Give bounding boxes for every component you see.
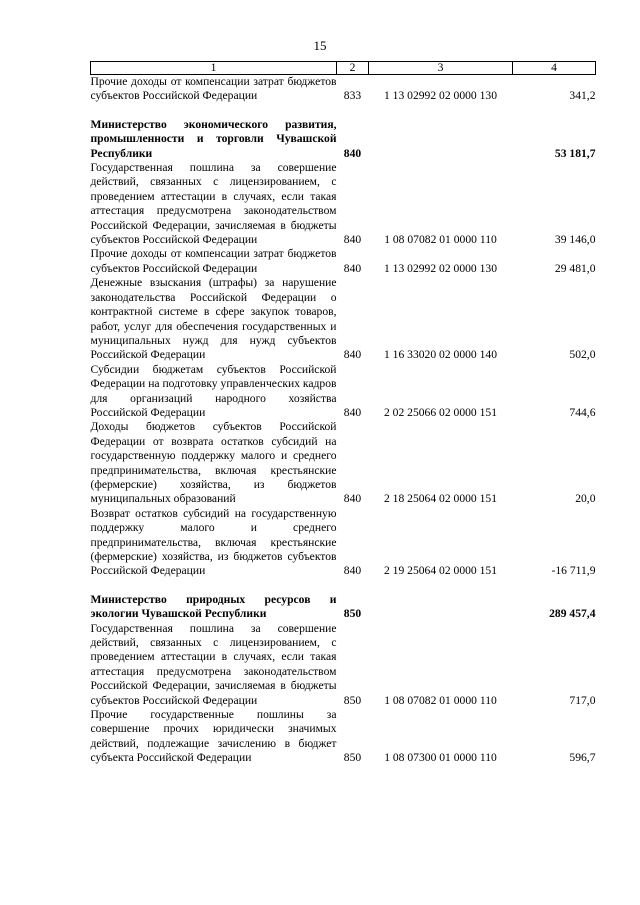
row-admin-code: 840 <box>343 405 362 419</box>
header-col-kbk: 3 <box>369 62 513 75</box>
spacer-row <box>91 579 596 593</box>
row-name: Возврат остатков субсидий на государственную поддержку малого и среднего предпринимательства, включая крестьянские (фермерские) хозяйства, из бюджетов субъектов Российской Федерации <box>90 506 337 578</box>
row-budget-code: 2 18 25064 02 0000 151 <box>383 492 498 506</box>
row-admin-code: 833 <box>343 89 362 103</box>
row-admin-code: 850 <box>343 751 362 765</box>
revenue-table <box>90 61 596 766</box>
row-budget-code: 2 02 25066 02 0000 151 <box>383 405 498 419</box>
table-row <box>91 708 596 766</box>
row-amount: 53 181,7 <box>554 146 596 160</box>
row-admin-code: 850 <box>343 607 362 621</box>
table-row <box>91 622 596 708</box>
row-budget-code <box>369 118 513 161</box>
row-amount: 717,0 <box>569 693 596 707</box>
header-col-code: 2 <box>337 62 369 75</box>
row-amount: 39 146,0 <box>554 233 596 247</box>
spacer-cell <box>91 579 596 593</box>
row-amount: 596,7 <box>569 751 596 765</box>
table-body <box>91 75 596 766</box>
row-name: Государственная пошлина за совершение действий, связанных с лицензированием, с проведением аттестации в случаях, если такая аттестация предусмотрена законодательством Российской Федерации, зачисляемая в бюджеты субъектов Российской Федерации <box>90 621 337 707</box>
row-amount: -16 711,9 <box>551 564 596 578</box>
row-admin-code: 840 <box>343 492 362 506</box>
table-header-row <box>91 62 596 75</box>
row-amount: 20,0 <box>575 492 596 506</box>
ministry-row <box>91 118 596 161</box>
row-amount: 744,6 <box>569 405 596 419</box>
row-budget-code: 1 08 07082 01 0000 110 <box>384 233 497 247</box>
table-row <box>91 75 596 104</box>
table-row <box>91 161 596 247</box>
row-budget-code: 2 19 25064 02 0000 151 <box>383 564 498 578</box>
row-amount: 341,2 <box>569 89 596 103</box>
row-name: Министерство экономического развития, промышленности и торговли Чувашской Республики <box>90 117 337 160</box>
row-budget-code: 1 16 33020 02 0000 140 <box>383 348 498 362</box>
table-row <box>91 507 596 579</box>
header-col-amount: 4 <box>513 62 596 75</box>
ministry-row <box>91 593 596 622</box>
table-row <box>91 276 596 362</box>
table-row <box>91 420 596 506</box>
row-amount: 502,0 <box>569 348 596 362</box>
row-name: Субсидии бюджетам субъектов Российской Федерации на подготовку управленческих кадров для организаций народного хозяйства Российской Федерации <box>90 362 337 419</box>
row-name: Министерство природных ресурсов и экологии Чувашской Республики <box>90 592 337 621</box>
spacer-cell <box>91 104 596 118</box>
row-amount: 289 457,4 <box>549 607 596 621</box>
row-budget-code: 1 13 02992 02 0000 130 <box>383 89 498 103</box>
row-amount: 29 481,0 <box>554 261 596 275</box>
row-budget-code: 1 08 07082 01 0000 110 <box>384 693 497 707</box>
row-budget-code: 1 13 02992 02 0000 130 <box>383 261 498 275</box>
row-admin-code: 840 <box>343 348 362 362</box>
table-row <box>91 247 596 276</box>
header-col-name: 1 <box>91 62 337 75</box>
row-admin-code: 840 <box>343 146 362 160</box>
row-budget-code <box>369 593 513 622</box>
row-admin-code: 840 <box>343 261 362 275</box>
row-name: Денежные взыскания (штрафы) за нарушение законодательства Российской Федерации о контрактной системе в сфере закупок товаров, работ, услуг для обеспечения государственных и муниципальных нужд для нужд субъектов Российской Федерации <box>90 276 337 362</box>
row-name: Государственная пошлина за совершение действий, связанных с лицензированием, с проведением аттестации в случаях, если такая аттестация предусмотрена законодательством Российской Федерации, зачисляемая в бюджеты субъектов Российской Федерации <box>90 161 337 247</box>
row-budget-code: 1 08 07300 01 0000 110 <box>384 751 497 765</box>
page-number: 15 <box>313 38 327 53</box>
spacer-row <box>91 104 596 118</box>
row-name: Доходы бюджетов субъектов Российской Федерации от возврата остатков субсидий на государственную поддержку малого и среднего предпринимательства, включая крестьянские (фермерские) хозяйства, из бюджетов муниципальных образований <box>90 420 337 506</box>
row-admin-code: 840 <box>343 564 362 578</box>
table-row <box>91 363 596 421</box>
row-name: Прочие доходы от компенсации затрат бюджетов субъектов Российской Федерации <box>90 247 337 275</box>
row-name: Прочие доходы от компенсации затрат бюджетов субъектов Российской Федерации <box>90 75 337 103</box>
row-admin-code: 850 <box>343 693 362 707</box>
row-admin-code: 840 <box>343 233 362 247</box>
row-name: Прочие государственные пошлины за совершение прочих юридически значимых действий, подлежащие зачислению в бюджет субъекта Российской Федерации <box>90 708 337 765</box>
